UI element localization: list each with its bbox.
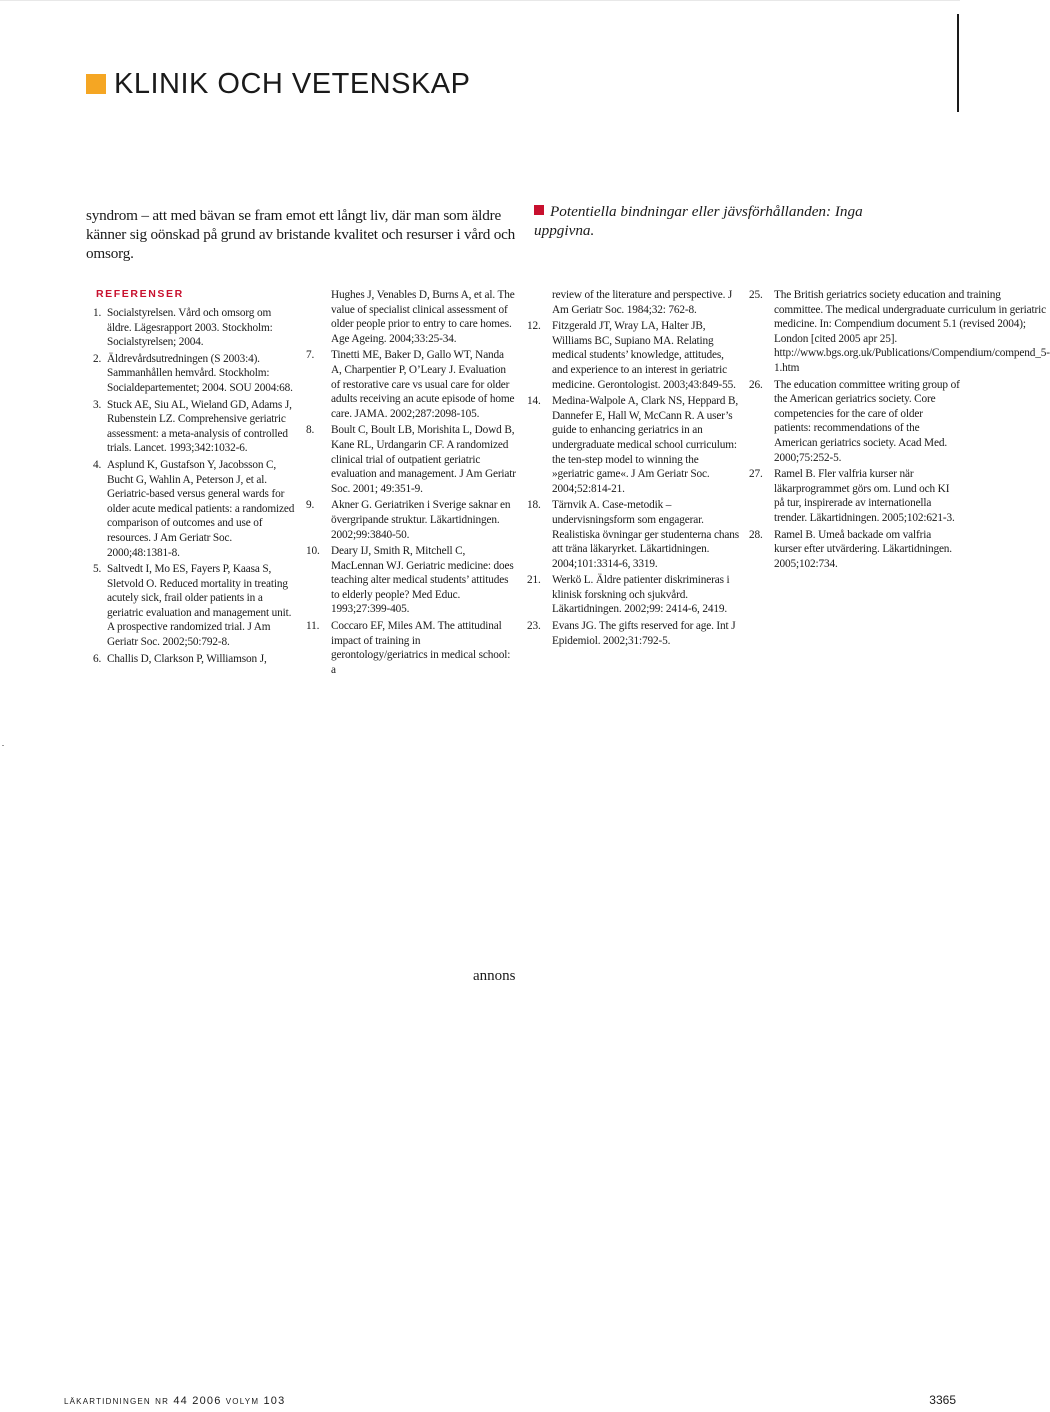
- reference-item: [93, 562, 296, 650]
- reference-text: Tärnvik A. Case-metodik – undervisningsform som engagerar. Realistiska övningar ger studenterna chans att träna läkaryrket. Läkartidningen. 2004;101:3314-6, 3319.: [552, 499, 739, 570]
- reference-item: [306, 498, 516, 542]
- reference-number: 1.: [93, 307, 102, 319]
- reference-text: Medina-Walpole A, Clark NS, Heppard B, Dannefer E, Hall W, McCann R. A user’s guide to enhancing geriatrics in an undergraduate medical school curriculum: the ten-step model to winning the »geriatric game«. J Am Geriatr Soc. 2004;52:814-21.: [552, 395, 739, 495]
- orange-square-icon: [86, 74, 106, 94]
- reference-item: [93, 352, 296, 396]
- references-column-4: [749, 288, 1050, 573]
- intro-paragraph: syndrom – att med bävan se fram emot ett långt liv, där man som äldre känner sig oönskad på grund av bristande kvalitet och resurser i vård och omsorg.: [86, 207, 516, 262]
- reference-item: [527, 498, 741, 571]
- reference-text: Boult C, Boult LB, Morishita L, Dowd B, Kane RL, Urdangarin CF. A randomized clinical trial of outpatient geriatric evaluation and management. J Am Geriatr Soc. 2001; 49:351-9.: [331, 424, 516, 495]
- reference-number: 9.: [306, 499, 315, 512]
- reference-item: [306, 348, 516, 421]
- reference-number: 25.: [749, 289, 763, 301]
- reference-item: [749, 528, 961, 572]
- reference-item: [93, 398, 296, 456]
- reference-number: 8.: [306, 424, 315, 437]
- reference-number: 11.: [306, 620, 320, 633]
- section-header: [86, 68, 471, 100]
- reference-item: [527, 619, 741, 648]
- reference-text: Ramel B. Umeå backade om valfria kurser efter utvärdering. Läkartidningen. 2005;102:734.: [774, 528, 952, 570]
- reference-number: 10.: [306, 545, 320, 558]
- reference-continuation: Hughes J, Venables D, Burns A, et al. The value of specialist clinical assessment of older people prior to entry to care homes. Age Ageing. 2004;33:25-34.: [331, 289, 515, 345]
- advertisement-label: annons: [473, 968, 516, 984]
- reference-continuation: review of the literature and perspective. J Am Geriatr Soc. 1984;32: 762-8.: [552, 289, 733, 316]
- red-square-icon: [534, 205, 544, 215]
- reference-item: [306, 544, 516, 617]
- reference-text: Fitzgerald JT, Wray LA, Halter JB, Williams BC, Supiano MA. Relating medical students’ knowledge, attitudes, and experience to an interest in geriatric medicine. Gerontologist. 2003;43:849-55.: [552, 320, 736, 391]
- reference-text: Evans JG. The gifts reserved for age. Int J Epidemiol. 2002;31:792-5.: [552, 620, 736, 647]
- reference-item: [306, 423, 516, 496]
- margin-mark: [2, 745, 4, 746]
- reference-number: 5.: [93, 563, 102, 576]
- reference-text: Saltvedt I, Mo ES, Fayers P, Kaasa S, Sletvold O. Reduced mortality in treating acutely sick, frail older patients in a geriatric evaluation and management unit. A prospective randomized trial. J Am Geriatr Soc. 2002;50:792-8.: [107, 563, 292, 649]
- reference-item: [93, 458, 296, 560]
- reference-number: 23.: [527, 620, 541, 633]
- conflict-of-interest: [534, 202, 864, 240]
- reference-number: 21.: [527, 574, 541, 587]
- reference-text: Asplund K, Gustafson Y, Jacobsson C, Bucht G, Wahlin A, Peterson J, et al. Geriatric-based versus general wards for older acute medical patients: a randomized comparison of outcomes and use of resources. J Am Geriatr Soc. 2000;48:1381-8.: [107, 458, 295, 559]
- reference-number: 26.: [749, 378, 763, 391]
- references-heading: REFERENSER: [96, 288, 184, 300]
- page-number: 3365: [929, 1393, 956, 1407]
- reference-item: [527, 319, 741, 392]
- reference-text: The British geriatrics society education and training committee. The medical undergraduate curriculum in geriatric medicine. In: Compendium document 5.1 (revised 2004); London [cited 2005 apr 25]. http://www.bgs.org.uk/Publications/Compendium/compend_5-1.htm: [774, 289, 1050, 374]
- reference-text: Socialstyrelsen. Vård och omsorg om äldre. Lägesrapport 2003. Stockholm: Socialstyrelsen; 2004.: [107, 307, 273, 349]
- reference-number: 2.: [93, 352, 102, 365]
- reference-number: 28.: [749, 528, 763, 541]
- references-column-2: [306, 288, 516, 679]
- reference-item: [93, 652, 296, 667]
- references-column-3: [527, 288, 741, 650]
- reference-number: 3.: [93, 398, 102, 411]
- reference-item: [749, 288, 1050, 376]
- section-title: KLINIK OCH VETENSKAP: [114, 68, 471, 100]
- footer-journal: läkartidningen nr 44 2006 volym 103: [64, 1395, 286, 1407]
- reference-item: [527, 573, 741, 617]
- margin-rule: [957, 14, 959, 112]
- reference-text: Deary IJ, Smith R, Mitchell C, MacLennan WJ. Geriatric medicine: does teaching alter medical students’ attitudes to elderly people? Med Educ. 1993;27:399-405.: [331, 545, 514, 616]
- reference-number: 6.: [93, 652, 102, 665]
- reference-text: Stuck AE, Siu AL, Wieland GD, Adams J, Rubenstein LZ. Comprehensive geriatric assessment: a meta-analysis of controlled trials. Lancet. 1993;342:1032-6.: [107, 398, 292, 455]
- reference-item: [93, 306, 296, 350]
- reference-item: [749, 378, 961, 466]
- top-rule: [0, 0, 960, 1]
- reference-item: [749, 467, 961, 525]
- reference-item: [527, 394, 741, 496]
- reference-text: Ramel B. Fler valfria kurser när läkarprogrammet görs om. Lund och KI på tur, inspirerade av internationella trender. Läkartidningen. 2005;102:621-3.: [774, 468, 955, 524]
- reference-number: 18.: [527, 499, 541, 512]
- reference-number: 4.: [93, 458, 102, 471]
- reference-item: [306, 619, 516, 677]
- reference-text: Challis D, Clarkson P, Williamson J,: [107, 652, 267, 665]
- reference-text: Werkö L. Äldre patienter diskrimineras i klinisk forskning och sjukvård. Läkartidningen. 2002;99: 2414-6, 2419.: [552, 574, 730, 616]
- reference-text: Äldrevårdsutredningen (S 2003:4). Sammanhållen hemvård. Stockholm: Socialdepartementet; 2004. SOU 2004:68.: [107, 352, 293, 394]
- references-column-1: [93, 306, 296, 668]
- reference-number: 14.: [527, 395, 541, 408]
- reference-number: 12.: [527, 320, 541, 333]
- reference-text: The education committee writing group of the American geriatrics society. Core competencies for the care of older patients: recommendations of the American geriatrics society. Acad Med. 2000;75:252-5.: [774, 378, 960, 464]
- conflict-text: Potentiella bindningar eller jävsförhållanden: Inga uppgivna.: [534, 203, 863, 239]
- reference-text: Coccaro EF, Miles AM. The attitudinal impact of training in gerontology/geriatrics in medical school: a: [331, 620, 511, 676]
- reference-text: Akner G. Geriatriken i Sverige saknar en övergripande struktur. Läkartidningen. 2002;99:3840-50.: [331, 499, 511, 541]
- reference-number: 7.: [306, 349, 315, 362]
- reference-text: Tinetti ME, Baker D, Gallo WT, Nanda A, Charpentier P, O’Leary J. Evaluation of restorative care vs usual care for older adults receiving an acute episode of home care. JAMA. 2002;287:2098-105.: [331, 349, 515, 420]
- reference-number: 27.: [749, 468, 763, 481]
